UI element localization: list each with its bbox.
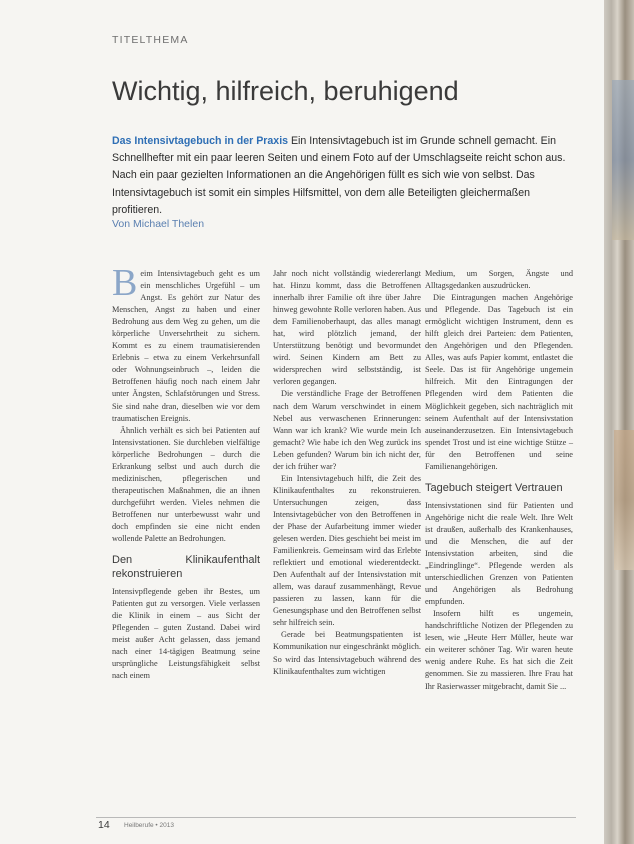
byline: Von Michael Thelen	[112, 218, 205, 230]
paragraph: Jahr noch nicht vollständig wiedererlangt hat. Hinzu kommt, dass die Betroffenen innerhalb ihrer Familie oft ihre über Jahre hinweg gewohnte Rolle verloren haben. Aus dem Familienoberhaupt, das alles managt hat, wird plötzlich jemand, der Unterstützung benötigt und bevormundet wird. Seinen Kindern am Bett zu widersprechen wird selbstständig, ist verloren gegangen.	[273, 269, 421, 387]
paragraph: Medium, um Sorgen, Ängste und Alltagsgedanken auszudrücken.	[425, 269, 573, 291]
article-headline: Wichtig, hilfreich, beruhigend	[112, 76, 459, 106]
text-column-3	[425, 268, 573, 693]
paragraph: Intensivstationen sind für Patienten und Angehörige nicht die reale Welt. Ihre Welt ist draußen, außerhalb des Krankenhauses, und die Menschen, die auf der Intensivstation arbeiten, sind die „Eindringlinge“. Pflegende werden als unterschiedlichen Grenzen von Patienten und Angehörigen als Bedrohung empfunden.	[425, 500, 573, 607]
adjacent-page-edge	[604, 0, 634, 844]
lead-kicker: Das Intensivtagebuch in der Praxis	[112, 135, 289, 147]
text-column-1	[112, 262, 260, 682]
paragraph: Ein Intensivtagebuch hilft, die Zeit des Klinikaufenthaltes zu rekonstruieren. Untersuchungen zeigen, dass Intensivtagebücher von den Betroffenen in der Phase der Aufarbeitung immer wieder gelesen werden. Dies geschieht bei meist im Familienkreis. Gemeinsam wird das Erlebte reflektiert und emotional wiederentdeckt. Den Aufenthalt auf der Intensivstation mit allem, was darauf zusammenhängt, Revue passieren zu lassen, kann für die Genesungsphase und den Betroffenen selbst sehr hilfreich sein.	[273, 473, 421, 628]
section-label: TITELTHEMA	[112, 34, 189, 46]
paragraph: Die Eintragungen machen Angehörige und Pflegende. Das Tagebuch ist ein ermöglicht wichtigen Instrument, denn es hilft gleich drei Parteien: dem Patienten, den Angehörigen und den Pflegenden. Alles, was aufs Papier kommt, entlastet die Seele. Das ist für Angehörige ungemein hilfreich. Mit den Eintragungen der Pflegenden wird dem Patienten die Möglichkeit gegeben, sich nachträglich mit seinem Aufenthalt auf der Intensivstation auseinanderzusetzen. Ein Intensivtagebuch spendet Trost und ist eine wichtige Stütze – für den Betroffenen und seine Familienangehörigen.	[425, 293, 573, 471]
footer-rule	[96, 817, 576, 818]
page-edge-shading	[612, 80, 634, 240]
drop-cap: B	[112, 262, 138, 304]
page-number: 14	[98, 819, 110, 831]
lead-text: Ein Intensivtagebuch ist im Grunde schnell gemacht. Ein Schnellhefter mit ein paar leeren Seiten und einem Foto auf der Umschlagseite reicht schon aus. Nach ein paar gezielten Informationen an die Angehörigen füllt es sich wie von selbst. Das Intensivtagebuch ist somit ein simples Hilfsmittel, von dem alle Beteiligten gleichermaßen profitieren.	[112, 135, 566, 216]
subheading: Tagebuch steigert Vertrauen	[425, 481, 563, 494]
subheading: Den Klinikaufenthalt rekonstruieren	[112, 554, 260, 581]
paragraph: Ähnlich verhält es sich bei Patienten auf Intensivstationen. Sie durchleben vielfältige körperliche Bedrohungen – durch die Erkrankung selbst und auch durch die medizinischen, pflegerischen und therapeutischen Maßnahmen, die an ihnen durchgeführt werden. Vieles nehmen die Betroffenen nur unterbewusst wahr und doch empfinden sie eine nicht enden wollende Palette an Bedrohungen.	[112, 425, 260, 544]
paragraph: Gerade bei Beatmungspatienten ist Kommunikation nur eingeschränkt möglich. So wird das Intensivtagebuch während des Klinikaufenthaltes zum wichtigen	[273, 630, 421, 676]
paragraph: Die verständliche Frage der Betroffenen nach dem Warum verschwindet in einem Nebel aus verwaschenen Erinnerungen: Wann war ich krank? Wie wurde mein Ich gemacht? Wie habe ich den Weg zurück ins Leben gefunden? Warum bin ich nicht der, der ich früher war?	[273, 389, 421, 471]
text-column-2	[273, 268, 421, 678]
paragraph: Intensivpflegende geben ihr Bestes, um Patienten gut zu versorgen. Viele verlassen die Klinik in einem – aus Sicht der Pflegenden – guten Zustand. Dabei wird meist außer Acht gelassen, dass jemand nach einer 14-tägigen Beatmung seine ursprüngliche Leistungsfähigkeit selbst nach einem	[112, 587, 260, 681]
article-lead	[112, 133, 567, 219]
paragraph: Insofern hilft es ungemein, handschriftliche Notizen der Pflegenden zu lesen, wie „Heute Herr Müller, heute war ein weiterer schöner Tag. Wir waren heute wenig andere Ruhe. Es hat sich die Zeit genommen. Sie zu massieren. Ihre Frau hat Ihr Rasierwasser mitgebracht, damit Sie ...	[425, 609, 573, 691]
paragraph: Beim Intensivtagebuch geht es um ein menschliches Urgefühl – um Angst. Es gehört zur Natur des Menschen, Angst zu haben und einer Bedrohung aus dem Weg zu gehen, um die körperliche Unversehrtheit zu sichern. Kommt es zu einem traumatisierenden Erlebnis – etwa zu einem Verkehrsunfall oder Wohnungseinbruch –, leiden die Betroffenen häufig noch nach einem Jahr unter Ängsten, Schlafstörungen und Stress. Sie sind nahe dran, dieselben wie vor dem traumatischen Ereignis.	[112, 262, 260, 423]
magazine-name: Heilberufe • 2013	[124, 822, 174, 829]
page-edge-shading	[614, 430, 634, 570]
